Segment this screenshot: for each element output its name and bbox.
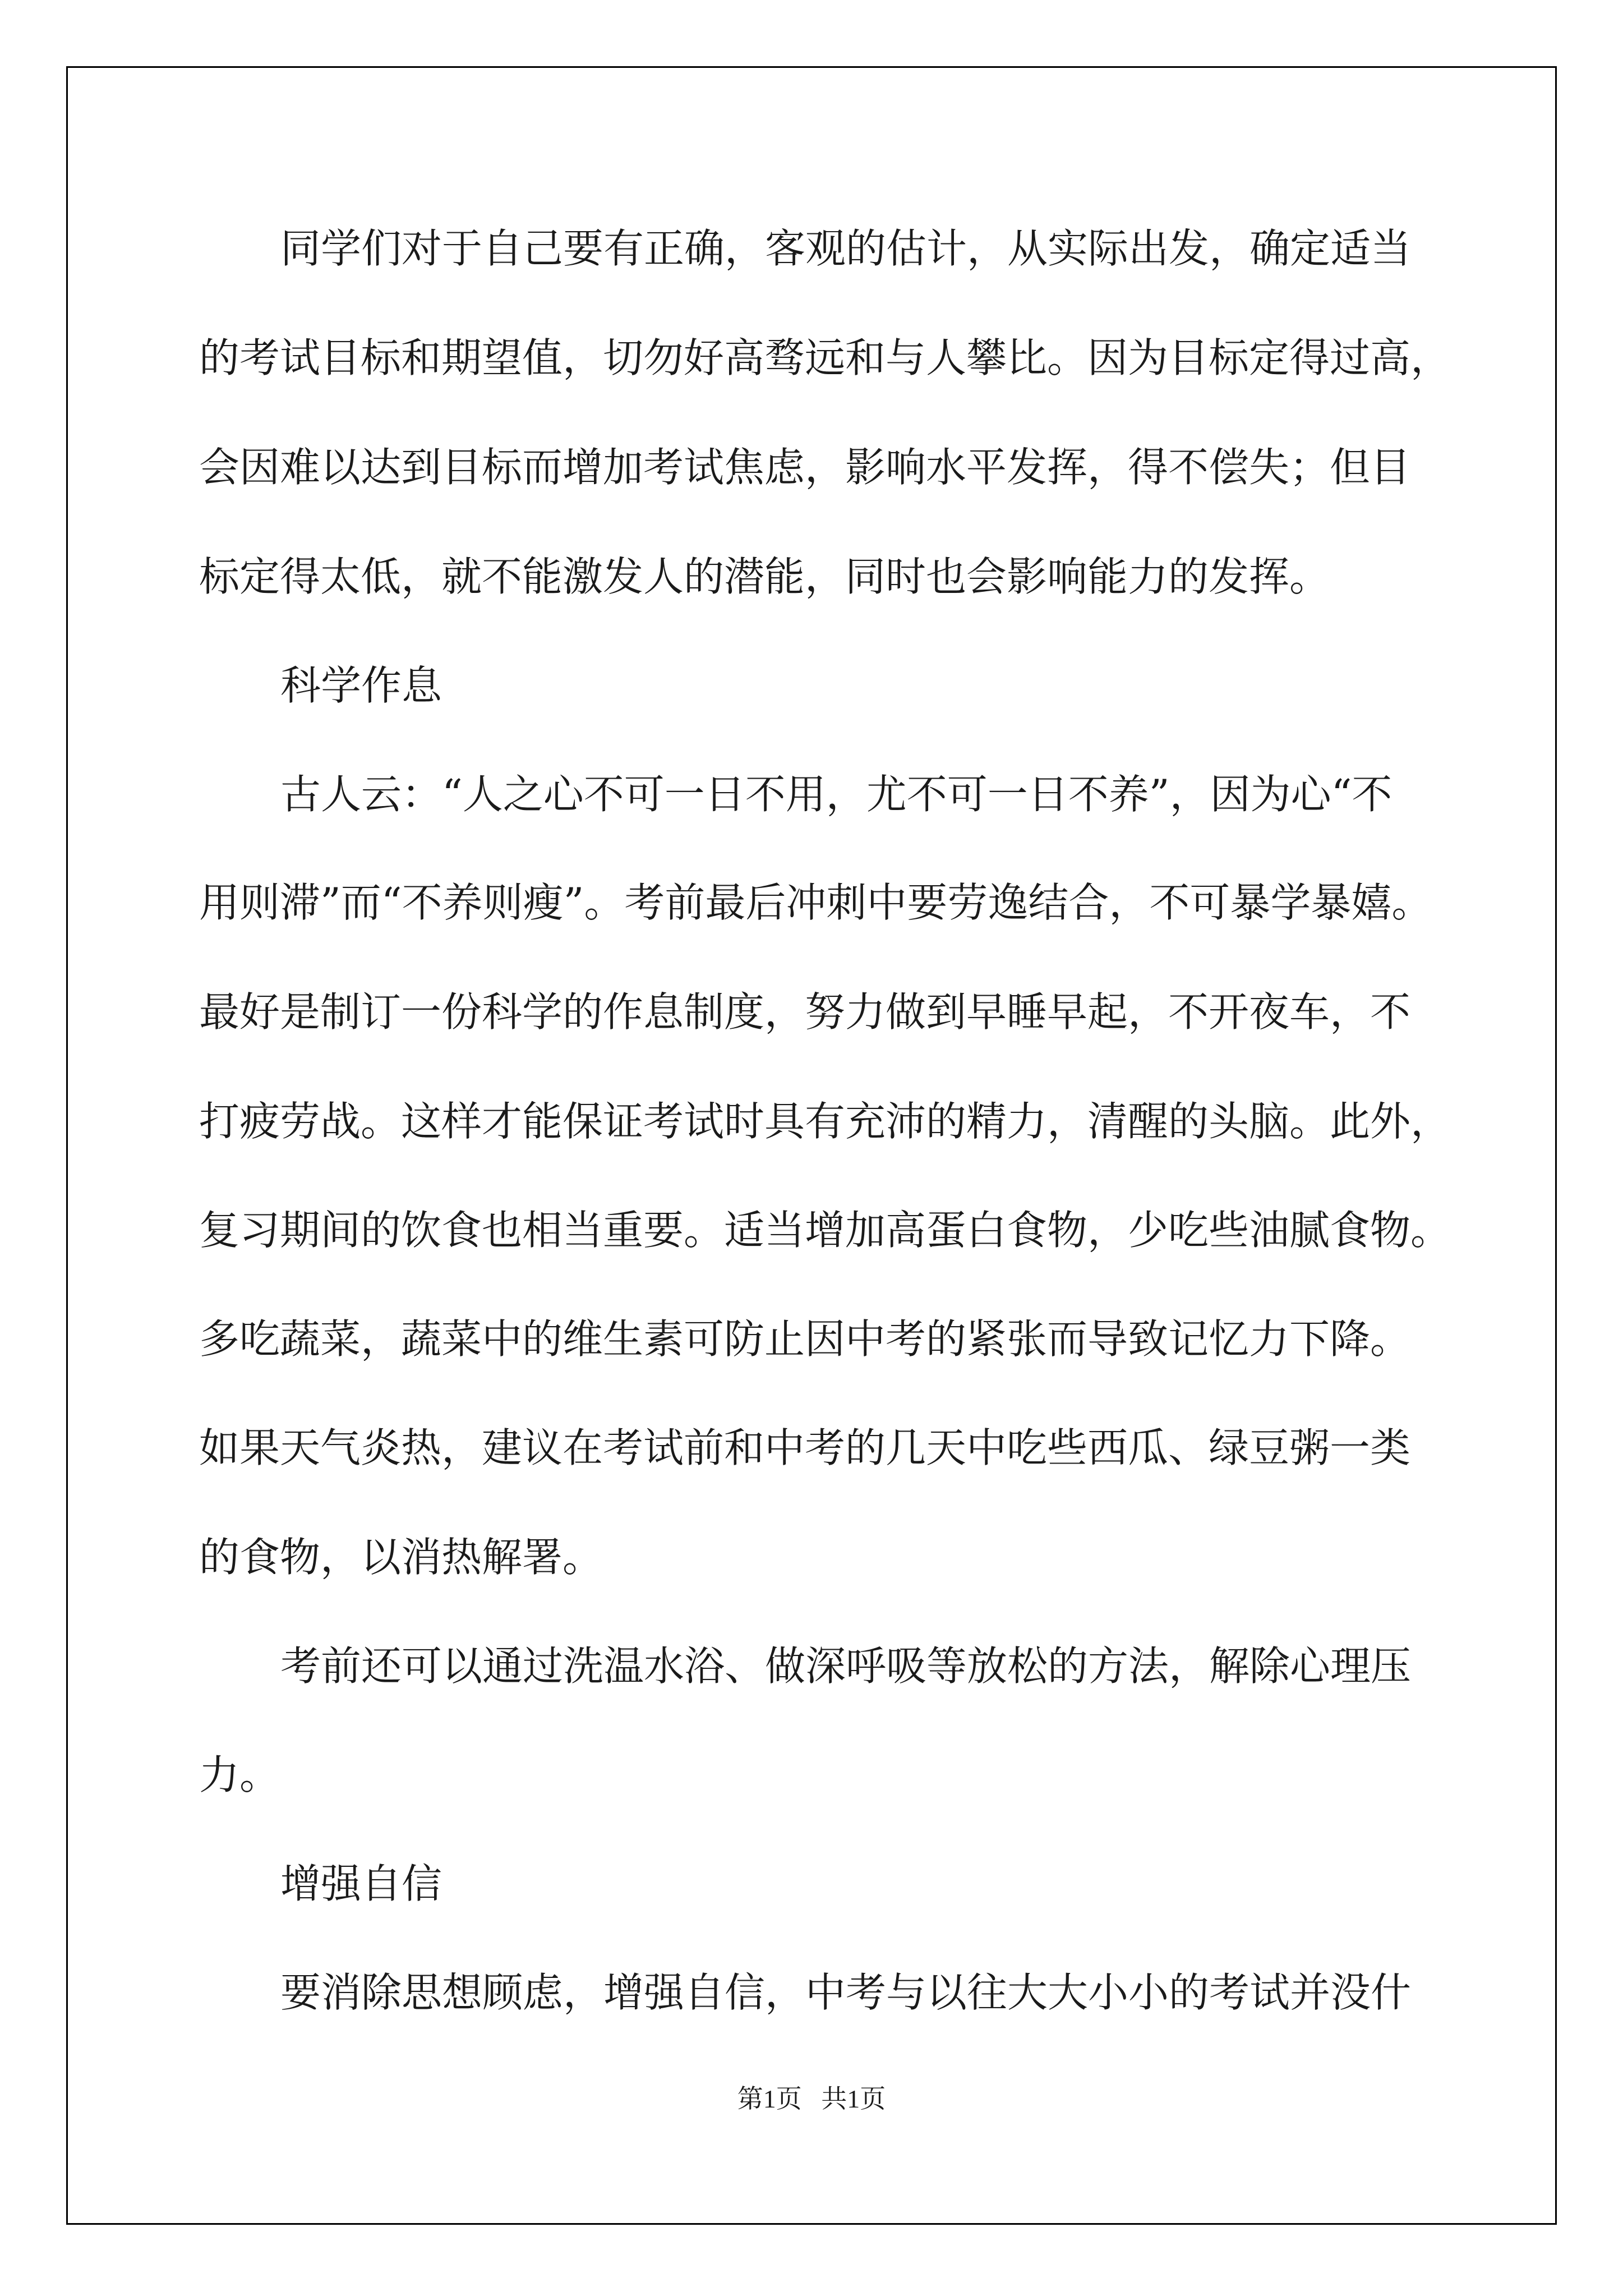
paragraph-line: 打疲劳战。这样才能保证考试时具有充沛的精力，清醒的头脑。此外， [199, 1098, 1451, 1145]
paragraph-line: 用则滞”而“不养则瘦”。考前最后冲刺中要劳逸结合，不可暴学暴嬉。 [199, 879, 1432, 926]
paragraph-line: 会因难以达到目标而增加考试焦虑，影响水平发挥，得不偿失；但目 [199, 444, 1411, 491]
paragraph-line: 的食物，以消热解署。 [199, 1534, 603, 1581]
paragraph-line: 标定得太低，就不能激发人的潜能，同时也会影响能力的发挥。 [199, 553, 1330, 600]
paragraph-line: 如果天气炎热，建议在考试前和中考的几天中吃些西瓜、绿豆粥一类 [199, 1424, 1411, 1471]
paragraph-line: 考前还可以通过洗温水浴、做深呼吸等放松的方法，解除心理压 [280, 1642, 1412, 1690]
section-heading: 增强自信 [280, 1860, 442, 1907]
page-footer: 第1页 共1页 [737, 2085, 886, 2113]
paragraph-line: 复习期间的饮食也相当重要。适当增加高蛋白食物，少吃些油腻食物。 [199, 1207, 1451, 1254]
paragraph-line: 多吃蔬菜，蔬菜中的维生素可防止因中考的紧张而导致记忆力下降。 [199, 1315, 1411, 1363]
paragraph-line: 的考试目标和期望值，切勿好高骛远和与人攀比。因为目标定得过高， [199, 334, 1451, 381]
paragraph-line: 最好是制订一份科学的作息制度，努力做到早睡早起，不开夜车，不 [199, 988, 1411, 1036]
section-heading: 科学作息 [280, 662, 442, 709]
paragraph-line: 力。 [199, 1751, 280, 1798]
paragraph-line: 同学们对于自己要有正确，客观的估计，从实际出发，确定适当 [280, 225, 1412, 272]
paragraph-line: 古人云：“人之心不可一日不用，尤不可一日不养”，因为心“不 [280, 771, 1393, 818]
paragraph-line: 要消除思想顾虑，增强自信，中考与以往大大小小的考试并没什 [280, 1969, 1412, 2016]
